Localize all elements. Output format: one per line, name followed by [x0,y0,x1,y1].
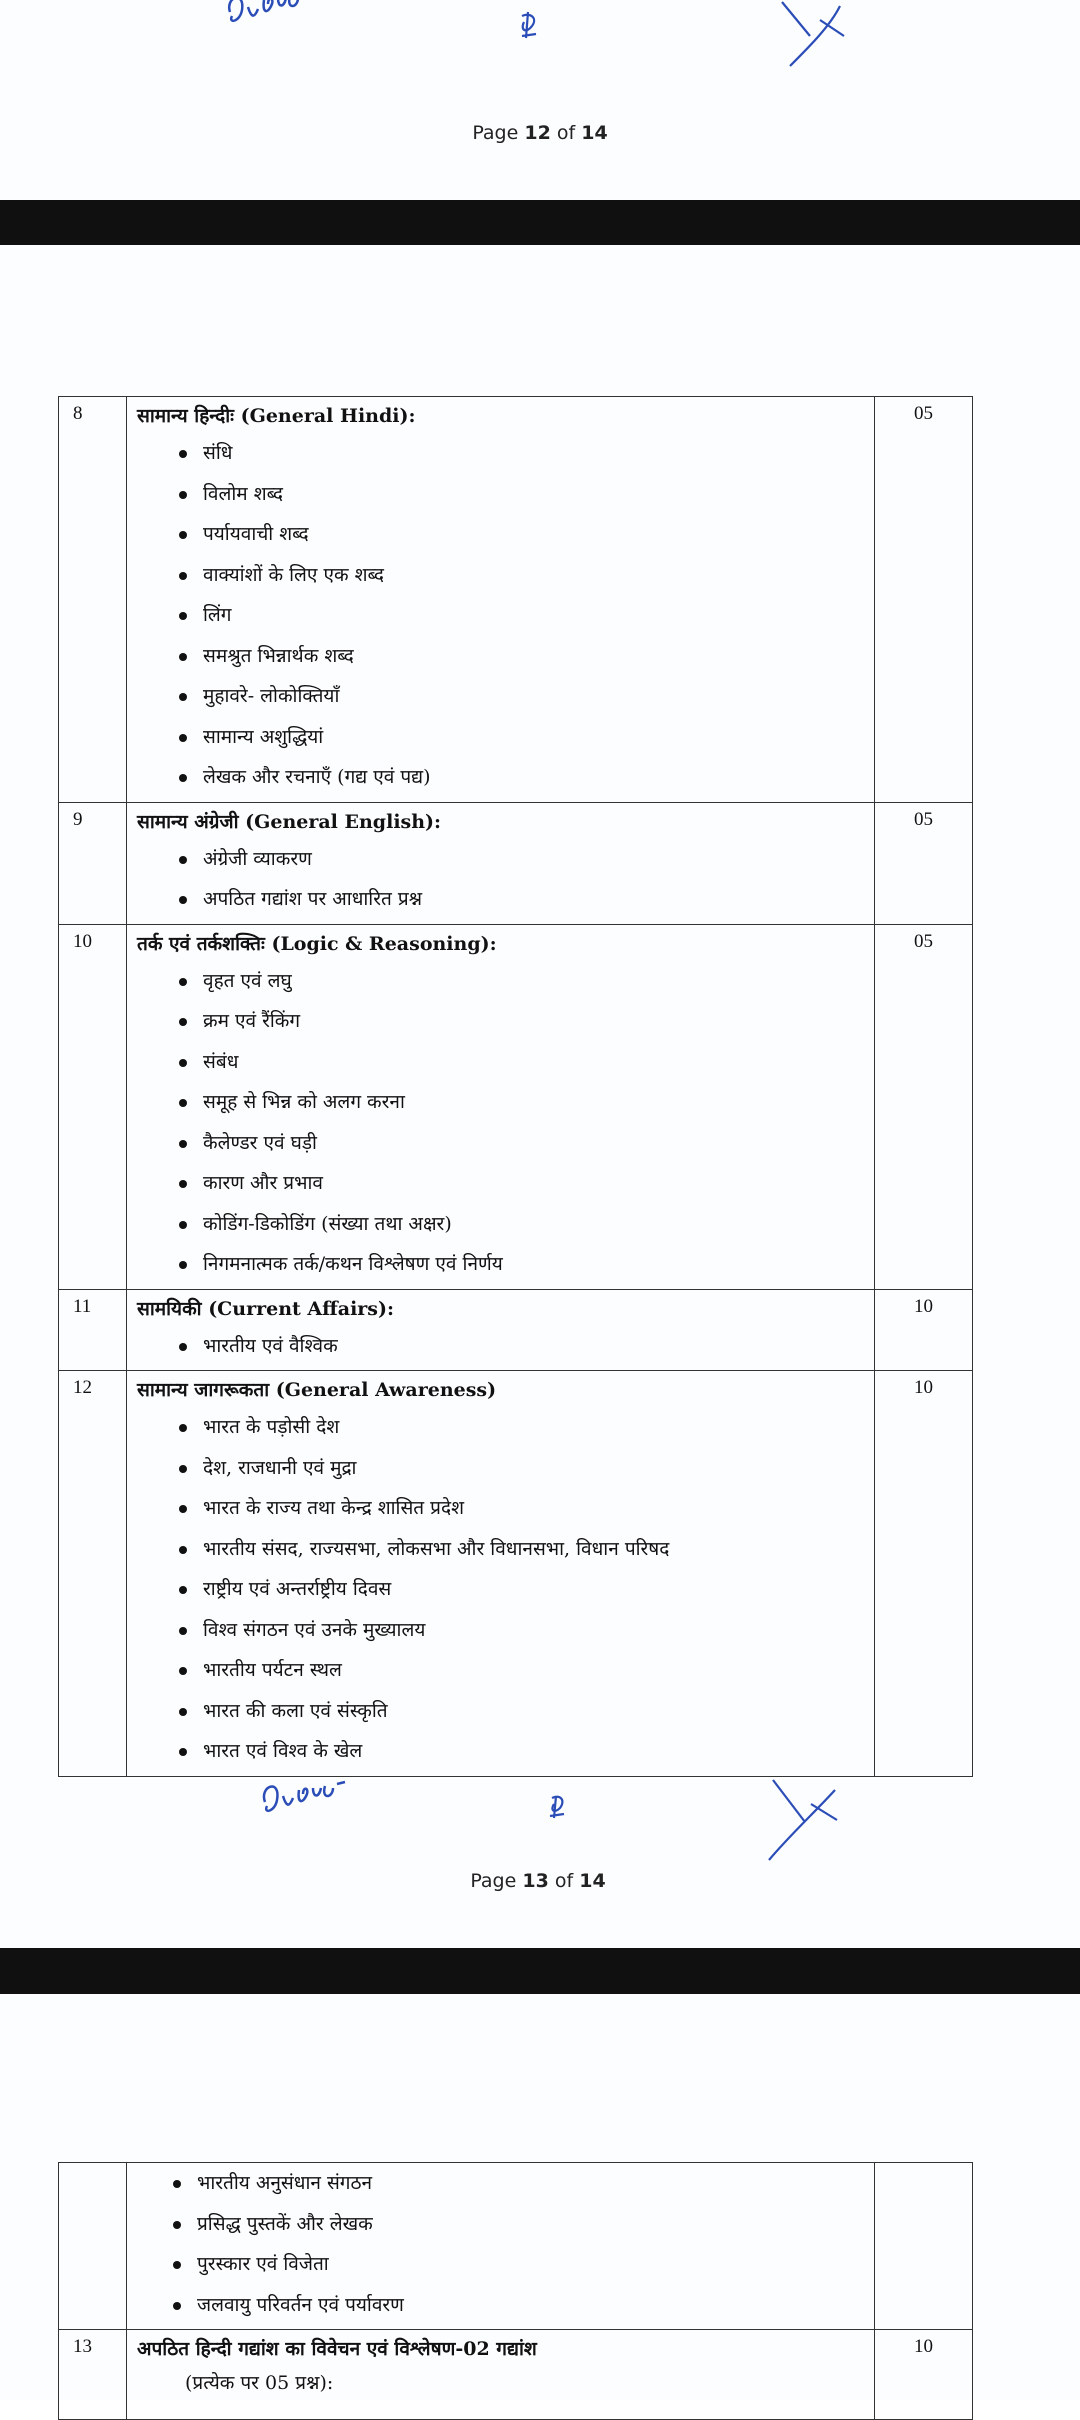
topic-heading: सामान्य जागरूकता (General Awareness) [137,1379,497,1401]
bullet-icon [179,774,187,782]
bullet-icon [179,1748,187,1756]
list-item [179,595,874,636]
bullet-icon [179,1059,187,1067]
topic-cell [127,2330,875,2420]
list-item [179,1569,874,1610]
page-total: 14 [581,122,608,144]
bullet-icon [179,1180,187,1188]
signature-bivod-p12 [220,0,310,42]
list-item [179,717,874,758]
marks-cell-empty [875,2163,973,2330]
list-item [173,2244,874,2285]
bullet-icon [179,1505,187,1513]
item-text: भारतीय एवं वैश्विक [203,1334,338,1357]
table-row [59,802,973,924]
table-row [59,1371,973,1777]
bullet-icon [179,612,187,620]
topic-list [137,433,874,798]
list-item [179,961,874,1002]
bullet-icon [179,1546,187,1554]
item-text: कैलेण्डर एवं घड़ी [203,1131,317,1154]
list-item [179,1488,874,1529]
list-item [179,1407,874,1448]
marks-cell: 05 [875,924,973,1289]
item-text: निगमनात्मक तर्क/कथन विश्लेषण एवं निर्णय [203,1253,503,1275]
marks-cell: 10 [875,1289,973,1371]
item-text: प्रसिद्ध पुस्तकें और लेखक [197,2212,373,2235]
page-of: of [550,122,582,144]
list-item [179,1001,874,1042]
item-text: वाक्यांशों के लिए एक शब्द [203,563,384,586]
bullet-icon [179,1465,187,1473]
item-text: समूह से भिन्न को अलग करना [203,1091,405,1113]
bullet-icon [179,450,187,458]
marks-cell: 05 [875,397,973,803]
topic-heading: तर्क एवं तर्कशक्तिः (Logic & Reasoning): [137,932,497,955]
bullet-icon [173,2180,181,2188]
list-item [179,1123,874,1164]
list-item [173,2163,874,2204]
page-number-13 [438,1870,638,1892]
topic-cell [127,802,875,924]
topic-subheading: (प्रत्येक पर 05 प्रश्न): [185,2372,334,2394]
serial-number-empty [59,2163,127,2330]
signature-cross-p12 [780,0,850,76]
bullet-icon [173,2261,181,2269]
item-text: समश्रुत भिन्नार्थक शब्द [203,644,354,667]
table-row [59,397,973,803]
bullet-icon [179,1099,187,1107]
topic-heading: सामान्य हिन्दीः (General Hindi): [137,405,416,427]
item-text: विश्व संगठन एवं उनके मुख्यालय [203,1618,426,1641]
bullet-icon [179,734,187,742]
table-row [59,1289,973,1371]
item-text: लिंग [203,604,232,626]
item-text: विलोम शब्द [203,482,284,505]
bullet-icon [179,1586,187,1594]
table-row [59,2330,973,2420]
item-text: जलवायु परिवर्तन एवं पर्यावरण [197,2293,404,2316]
list-item [179,555,874,596]
item-text: भारतीय पर्यटन स्थल [203,1659,342,1681]
item-text: वृहत एवं लघु [203,969,292,992]
page-prefix: Page [472,122,525,144]
bullet-icon [179,693,187,701]
topic-heading: सामान्य अंग्रेजी (General English): [137,810,442,833]
topic-cell [127,1371,875,1777]
list-item [179,514,874,555]
topic-list [137,2163,874,2325]
list-item [179,636,874,677]
topic-heading: सामयिकी (Current Affairs): [137,1297,395,1320]
page-current: 13 [522,1870,549,1892]
topic-list [137,839,874,920]
bullet-icon [179,1140,187,1148]
bullet-icon [179,531,187,539]
list-item [173,2204,874,2245]
topic-cell [127,1289,875,1371]
list-item [179,1529,874,1570]
topic-cell [127,397,875,803]
bullet-icon [173,2302,181,2310]
list-item [179,757,874,798]
topic-list [137,1407,874,1772]
table-row [59,2163,973,2330]
bullet-icon [179,572,187,580]
list-item [179,1326,874,1367]
serial-number: 11 [59,1289,127,1371]
list-item [179,1650,874,1691]
syllabus-table-page13 [58,396,973,1777]
bullet-icon [179,1667,187,1675]
bullet-icon [179,896,187,904]
list-item [179,474,874,515]
list-item [179,1204,874,1245]
topic-list [137,1326,874,1367]
signature-initial-p13 [546,1792,572,1822]
item-text: सामान्य अशुद्धियां [203,725,324,748]
item-text: अंग्रेजी व्याकरण [203,847,312,870]
item-text: मुहावरे- लोकोक्तियाँ [203,685,340,707]
marks-cell: 10 [875,1371,973,1777]
item-text: भारत एवं विश्व के खेल [203,1740,363,1762]
bullet-icon [179,1221,187,1229]
item-text: पर्यायवाची शब्द [203,523,309,545]
serial-number: 10 [59,924,127,1289]
list-item [179,1691,874,1732]
item-text: संबंध [203,1050,239,1073]
marks-cell: 10 [875,2330,973,2420]
item-text: क्रम एवं रैंकिंग [203,1010,301,1032]
item-text: लेखक और रचनाएँ (गद्य एवं पद्य) [203,766,431,788]
bullet-icon [179,1018,187,1026]
list-item [179,879,874,920]
item-text: भारत की कला एवं संस्कृति [203,1699,388,1722]
topic-cell [127,924,875,1289]
bullet-icon [179,1708,187,1716]
item-text: देश, राजधानी एवं मुद्रा [203,1456,357,1479]
item-text: कोडिंग-डिकोडिंग (संख्या तथा अक्षर) [203,1212,452,1235]
list-item [179,1731,874,1772]
item-text: राष्ट्रीय एवं अन्तर्राष्ट्रीय दिवस [203,1578,392,1600]
list-item [179,1163,874,1204]
list-item [179,433,874,474]
page-of: of [548,1870,580,1892]
marks-cell: 05 [875,802,973,924]
table-row [59,924,973,1289]
topic-heading: अपठित हिन्दी गद्यांश का विवेचन एवं विश्लेषण-02 गद्यांश [137,2338,537,2360]
list-item [179,1244,874,1285]
serial-number: 8 [59,397,127,803]
bullet-icon [179,978,187,986]
bullet-icon [179,1424,187,1432]
bullet-icon [173,2221,181,2229]
list-item [179,676,874,717]
page-separator-band [0,200,1080,245]
signature-cross-p13 [765,1776,845,1866]
item-text: भारत के राज्य तथा केन्द्र शासित प्रदेश [203,1497,464,1519]
item-text: कारण और प्रभाव [203,1172,323,1194]
page-number-12 [440,122,640,144]
page-prefix: Page [470,1870,523,1892]
syllabus-table-page14 [58,2162,973,2420]
bullet-icon [179,653,187,661]
bullet-icon [179,856,187,864]
topic-list [137,961,874,1285]
list-item [173,2285,874,2326]
page-current: 12 [524,122,551,144]
item-text: भारतीय अनुसंधान संगठन [197,2172,373,2194]
item-text: पुरस्कार एवं विजेता [197,2253,329,2275]
serial-number: 12 [59,1371,127,1777]
bullet-icon [179,1627,187,1635]
list-item [179,1082,874,1123]
bullet-icon [179,1261,187,1269]
item-text: भारतीय संसद, राज्यसभा, लोकसभा और विधानसभा, विधान परिषद [203,1537,670,1560]
item-text: भारत के पड़ोसी देश [203,1416,340,1438]
topic-cell [127,2163,875,2330]
signature-bivod-p13 [255,1780,355,1830]
item-text: अपठित गद्यांश पर आधारित प्रश्न [203,888,423,910]
page-separator-band [0,1948,1080,1994]
list-item [179,839,874,880]
list-item [179,1042,874,1083]
serial-number: 9 [59,802,127,924]
bullet-icon [179,1343,187,1351]
bullet-icon [179,491,187,499]
serial-number: 13 [59,2330,127,2420]
page-total: 14 [579,1870,606,1892]
list-item [179,1610,874,1651]
item-text: संधि [203,442,233,464]
list-item [179,1448,874,1489]
signature-initial-p12 [516,8,546,42]
